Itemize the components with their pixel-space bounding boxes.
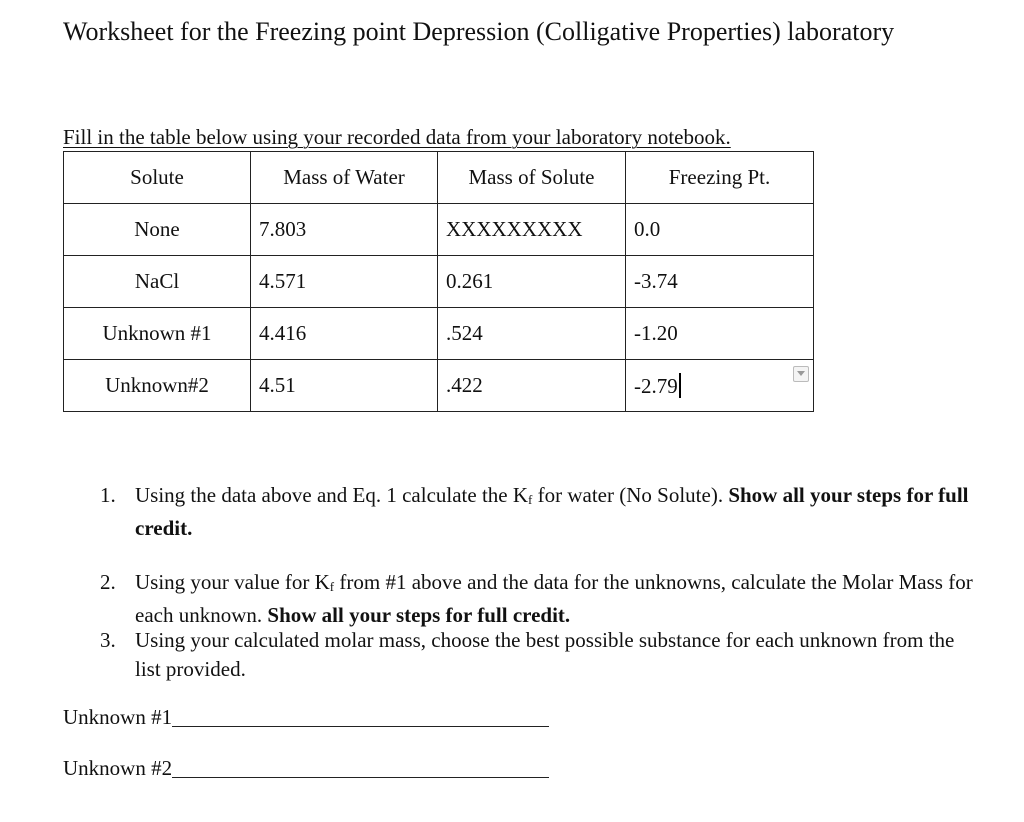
data-table [63, 151, 814, 412]
cell-freezing-pt[interactable]: -3.74 [626, 256, 814, 308]
cell-freezing-pt-active[interactable] [626, 360, 814, 412]
freezing-pt-value[interactable]: -2.79 [634, 373, 678, 398]
table-instructions [63, 122, 731, 152]
question-2 [100, 568, 980, 630]
question-text: Using your value for Kf from #1 above and the data for the unknowns, calculate the Molar Mass for each unknown. Show all your steps for full credit. [135, 570, 973, 627]
cell-mass-water[interactable]: 4.51 [251, 360, 438, 412]
table-row [64, 256, 814, 308]
question-number: 1. [100, 483, 116, 507]
answer-unknown-2 [63, 756, 549, 781]
cell-mass-water[interactable]: 4.416 [251, 308, 438, 360]
answer-label: Unknown #2 [63, 756, 173, 780]
cell-mass-solute[interactable]: .524 [438, 308, 626, 360]
question-number: 3. [100, 628, 116, 652]
header-solute: Solute [64, 152, 251, 204]
header-mass-water: Mass of Water [251, 152, 438, 204]
answer-blank[interactable] [172, 777, 549, 778]
table-row [64, 204, 814, 256]
cell-mass-water[interactable]: 7.803 [251, 204, 438, 256]
question-3 [100, 626, 980, 684]
header-mass-solute: Mass of Solute [438, 152, 626, 204]
question-number: 2. [100, 570, 116, 594]
cell-mass-solute[interactable]: XXXXXXXXX [438, 204, 626, 256]
cell-mass-solute[interactable]: .422 [438, 360, 626, 412]
question-text: Using your calculated molar mass, choose the best possible substance for each unknown from the list provided. [135, 628, 955, 681]
cell-freezing-pt[interactable]: 0.0 [626, 204, 814, 256]
cell-solute: Unknown #1 [64, 308, 251, 360]
table-header-row [64, 152, 814, 204]
question-text: Using the data above and Eq. 1 calculate the Kf for water (No Solute). Show all your steps for full credit. [135, 483, 969, 540]
table-instructions-text: Fill in the table below using your recorded data from your laboratory notebook. [63, 125, 731, 149]
text-cursor [679, 373, 681, 398]
answer-label: Unknown #1 [63, 705, 173, 729]
header-freezing-pt: Freezing Pt. [626, 152, 814, 204]
cell-solute: None [64, 204, 251, 256]
worksheet-title: Worksheet for the Freezing point Depression (Colligative Properties) laboratory [63, 17, 895, 46]
cell-freezing-pt[interactable]: -1.20 [626, 308, 814, 360]
dropdown-arrow-icon[interactable] [793, 366, 809, 382]
cell-solute: NaCl [64, 256, 251, 308]
answer-unknown-1 [63, 705, 549, 730]
cell-mass-solute[interactable]: 0.261 [438, 256, 626, 308]
cell-solute: Unknown#2 [64, 360, 251, 412]
cell-mass-water[interactable]: 4.571 [251, 256, 438, 308]
table-row [64, 360, 814, 412]
answer-blank[interactable] [172, 726, 549, 727]
table-row [64, 308, 814, 360]
question-1 [100, 481, 980, 543]
